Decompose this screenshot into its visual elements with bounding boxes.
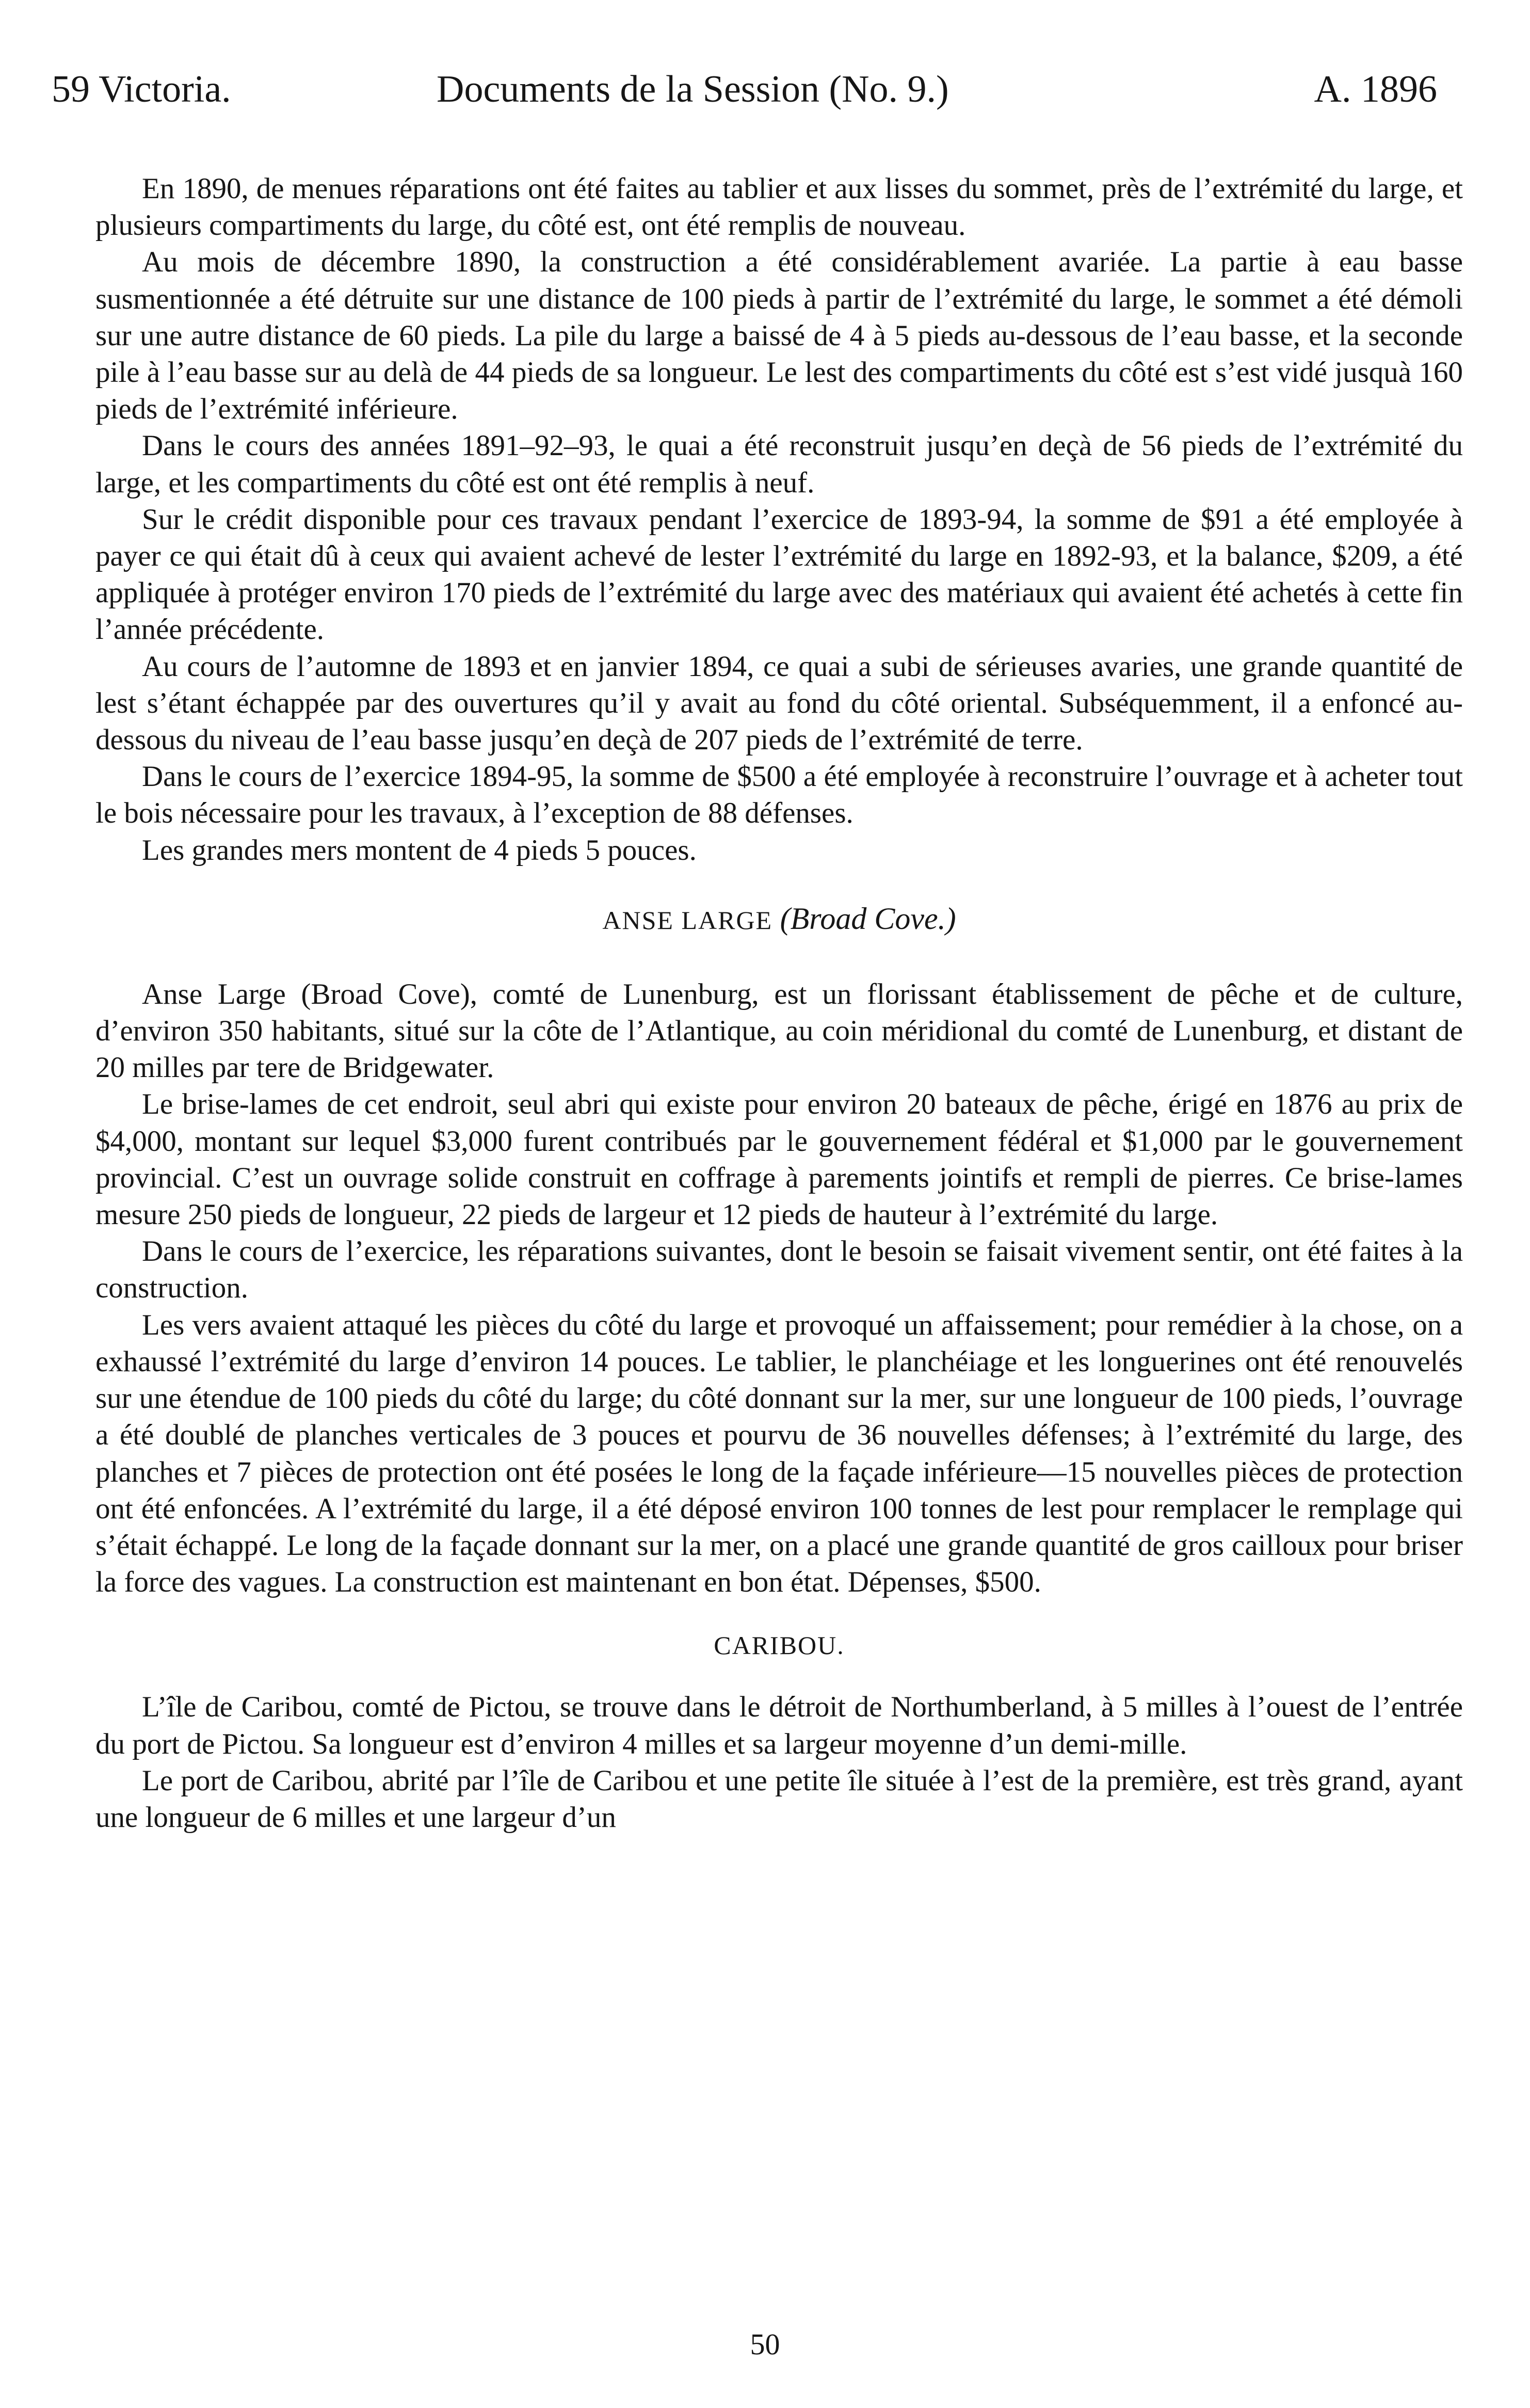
paragraph: Au mois de décembre 1890, la construction a été considérablement avariée. La partie à eau basse susmentionnée a été détruite sur une distance de 100 pieds à partir de l’extrémité du large, le sommet a été démoli sur une autre distance de 60 pieds. La pile du large a baissé de 4 à 5 pieds au-dessous de l’eau basse, et la seconde pile à l’eau basse sur au delà de 44 pieds de sa longueur. Le lest des compartiments du côté est s’est vidé jusquà 160 pieds de l’extrémité inférieure. xyxy=(95,246,1463,426)
section-title-text: ANSE LARGE xyxy=(602,905,773,935)
paragraph: L’île de Caribou, comté de Pictou, se trouve dans le détroit de Northumberland, à 5 milles à l’ouest de l’entrée du port de Pictou. Sa longueur est d’environ 4 milles et sa largeur moyenne d’un demi-mille. xyxy=(95,1691,1463,1760)
header-year: A. 1896 xyxy=(1314,68,1437,110)
paragraph: Le port de Caribou, abrité par l’île de Caribou et une petite île située à l’est de la première, est très grand, ayant une longueur de 6 milles et une largeur d’un xyxy=(95,1764,1463,1834)
paragraph: Sur le crédit disponible pour ces travaux pendant l’exercice de 1893-94, la somme de $91 a été employée à payer ce qui était dû à ceux qui avaient achevé de lester l’extrémité du large en 1892-93, et la balance, $209, a été appliquée à protéger environ 170 pieds de l’extrémité du large avec des matériaux qui avaient été achetés à cette fin l’année précédente. xyxy=(95,503,1463,646)
paragraph: Anse Large (Broad Cove), comté de Lunenburg, est un florissant établissement de pêche et de culture, d’environ 350 habitants, situé sur la côte de l’Atlantique, au coin méridional du comté de Lunenburg, et distant de 20 milles par tere de Bridgewater. xyxy=(95,977,1463,1084)
paragraph: Les vers avaient attaqué les pièces du côté du large et provoqué un affaissement; pour remédier à la chose, on a exhaussé l’extrémité du large d’environ 14 pouces. Le tablier, le planchéiage et les longuerines ont été renouvelés sur une étendue de 100 pieds du côté du large; du côté donnant sur la mer, sur une longueur de 100 pieds, l’ouvrage a été doublé de planches verticales de 3 pouces et pourvu de 36 nouvelles défenses; à l’extrémité du large, des planches et 7 pièces de protection ont été posées le long de la façade inférieure—15 nouvelles pièces de protection ont été enfoncées. A l’extrémité du large, il a été déposé environ 100 tonnes de lest pour remplacer le remplage qui s’était échappé. Le long de la façade donnant sur la mer, on a placé une grande quantité de gros cailloux pour briser la force des vagues. La construction est maintenant en bon état. Dépenses, $500. xyxy=(95,1308,1463,1599)
page-number: 50 xyxy=(750,2327,780,2361)
paragraph: Dans le cours des années 1891–92–93, le quai a été reconstruit jusqu’en deçà de 56 pieds de l’extrémité du large, et les compartiments du côté est ont été remplis à neuf. xyxy=(95,429,1463,499)
section-title-subtitle: (Broad Cove.) xyxy=(780,901,956,936)
paragraph: Le brise-lames de cet endroit, seul abri qui existe pour environ 20 bateaux de pêche, érigé en 1876 au prix de $4,000, montant sur lequel $3,000 furent contribués par le gouvernement fédéral et $1,000 par le gouvernement provincial. C’est un ouvrage solide construit en coffrage à parements jointifs et rempli de pierres. Ce brise-lames mesure 250 pieds de longueur, 22 pieds de largeur et 12 pieds de hauteur à l’extrémité du large. xyxy=(95,1088,1463,1231)
paragraph: Les grandes mers montent de 4 pieds 5 pouces. xyxy=(142,833,697,866)
paragraph: Dans le cours de l’exercice, les réparations suivantes, dont le besoin se faisait vivement sentir, ont été faites à la construction. xyxy=(95,1235,1463,1305)
section-title-text: CARIBOU. xyxy=(714,1631,845,1660)
section-title-caribou xyxy=(95,1627,1463,1664)
paragraph: Au cours de l’automne de 1893 et en janvier 1894, ce quai a subi de sérieuses avaries, une grande quantité de lest s’étant échappée par des ouvertures qu’il y avait au fond du côté oriental. Subséquemment, il a enfoncé au-dessous du niveau de l’eau basse jusqu’en deçà de 207 pieds de l’extrémité de terre. xyxy=(95,650,1463,757)
body-text xyxy=(95,170,1463,1836)
paragraph: En 1890, de menues réparations ont été faites au tablier et aux lisses du sommet, près de l’extrémité du large, et plusieurs compartiments du large, du côté est, ont été remplis de nouveau. xyxy=(95,172,1463,242)
running-header xyxy=(52,61,1437,118)
section-title-anse-large xyxy=(95,901,1463,939)
header-title: Documents de la Session (No. 9.) xyxy=(437,68,949,110)
paragraph: Dans le cours de l’exercice 1894-95, la somme de $500 a été employée à reconstruire l’ouvrage et à acheter tout le bois nécessaire pour les travaux, à l’exception de 88 défenses. xyxy=(95,760,1463,830)
header-volume: 59 Victoria. xyxy=(52,68,231,110)
